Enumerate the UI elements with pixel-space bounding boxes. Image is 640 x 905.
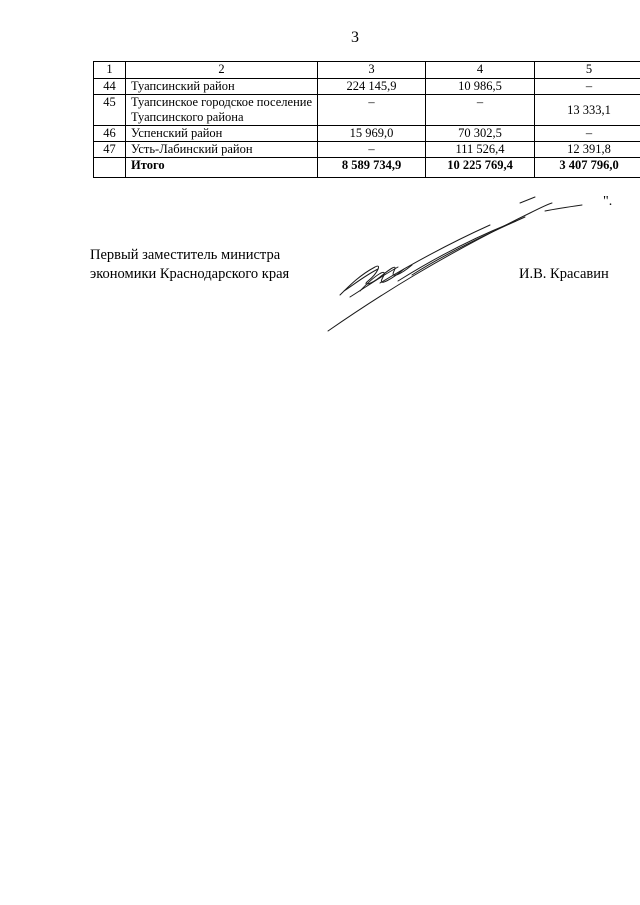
row-value-col4: 111 526,4 <box>426 142 535 158</box>
row-number: 45 <box>94 95 126 126</box>
page-number: 3 <box>351 29 359 46</box>
signer-title-line: Первый заместитель министра <box>90 247 281 263</box>
column-header: 4 <box>426 62 535 79</box>
row-value-col3: – <box>318 142 426 158</box>
row-value-col4: 70 302,5 <box>426 126 535 142</box>
column-header: 5 <box>535 62 640 79</box>
row-number: 47 <box>94 142 126 158</box>
row-number: 46 <box>94 126 126 142</box>
row-value-col4: – <box>426 95 535 126</box>
total-number-cell <box>94 158 126 178</box>
row-value-col4: 10 986,5 <box>426 79 535 95</box>
column-header: 2 <box>126 62 318 79</box>
row-value-col3: 224 145,9 <box>318 79 426 95</box>
row-value-col5: 12 391,8 <box>535 142 640 158</box>
closing-quote: ". <box>603 194 613 209</box>
signer-name: И.В. Красавин <box>519 266 609 282</box>
table-row <box>94 142 640 158</box>
row-value-col3: – <box>318 95 426 126</box>
total-value-col4: 10 225 769,4 <box>426 158 535 178</box>
row-value-col5: – <box>535 79 640 95</box>
row-name: Успенский район <box>126 126 318 142</box>
table-row <box>94 79 640 95</box>
total-value-col3: 8 589 734,9 <box>318 158 426 178</box>
table-row <box>94 126 640 142</box>
row-name: Усть-Лабинский район <box>126 142 318 158</box>
total-value-col5: 3 407 796,0 <box>535 158 640 178</box>
table-row <box>94 95 640 126</box>
column-header: 3 <box>318 62 426 79</box>
signer-title-line: экономики Краснодарского края <box>90 266 290 282</box>
table-total-row <box>94 158 640 178</box>
signer-title <box>90 246 289 284</box>
row-name: Туапсинский район <box>126 79 318 95</box>
row-name: Туапсинское городское поселение Туапсинского района <box>126 95 318 126</box>
row-value-col5: 13 333,1 <box>535 95 640 126</box>
table-header-row <box>94 62 640 79</box>
total-label: Итого <box>126 158 318 178</box>
data-table <box>93 61 640 178</box>
row-number: 44 <box>94 79 126 95</box>
row-value-col3: 15 969,0 <box>318 126 426 142</box>
column-header: 1 <box>94 62 126 79</box>
row-value-col5: – <box>535 126 640 142</box>
